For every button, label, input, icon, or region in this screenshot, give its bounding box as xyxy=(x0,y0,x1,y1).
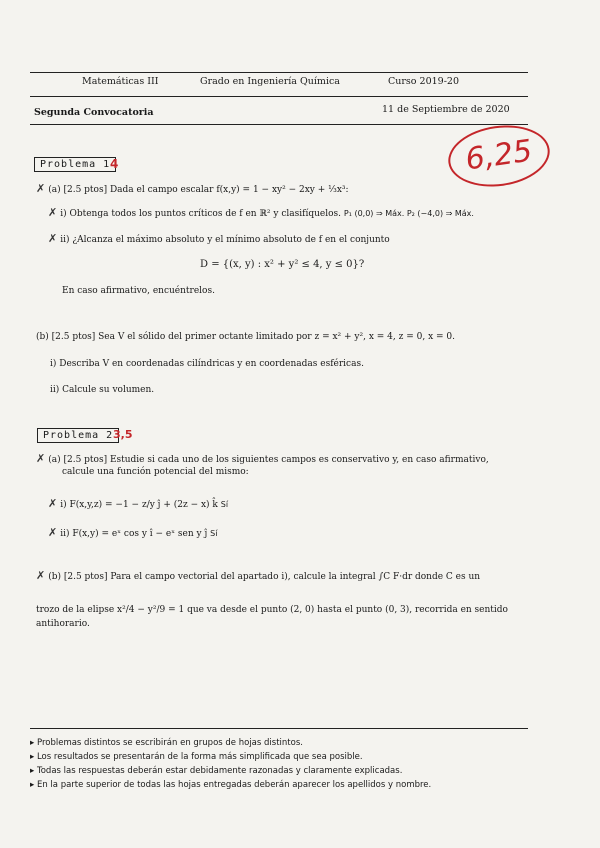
footer-note-text: En la parte superior de todas las hojas entregadas deberán aparecer los apellidos y nombre. xyxy=(36,780,432,790)
problem1-a-ii-text: ii) ¿Alcanza el máximo absoluto y el mínimo absoluto de f en el conjunto xyxy=(60,235,390,245)
check-mark-icon: ✗ xyxy=(48,206,58,219)
problem2-a-ii xyxy=(48,527,217,540)
footer-rule xyxy=(30,728,528,729)
footer-note: ▸ En la parte superior de todas las hojas entregadas deberán aparecer los apellidos y nombre. xyxy=(30,780,432,790)
check-mark-icon: ✗ xyxy=(48,526,58,539)
footer-note-text: Problemas distintos se escribirán en grupos de hojas distintos. xyxy=(36,738,303,748)
problem2-a-ii-text: ii) F(x,y) = eˣ cos y î − eˣ sen y ĵ xyxy=(60,529,208,539)
problem1-a-ii-set: D = {(x, y) : x² + y² ≤ 4, y ≤ 0}? xyxy=(200,259,365,270)
problem2-a-i-text: i) F(x,y,z) = −1 − z/y ĵ + (2z − x) k̂ xyxy=(60,500,218,510)
problem1-b-ii: ii) Calcule su volumen. xyxy=(50,385,155,395)
problem2-a-i xyxy=(48,498,228,511)
problem2-b-intro2: trozo de la elipse x²/4 − y²/9 = 1 que va desde el punto (2, 0) hasta el punto (0, 3), recorrida en sentido xyxy=(36,605,508,615)
grade-value: 6,25 xyxy=(463,133,535,178)
problem1-a-ii xyxy=(48,233,390,246)
header-top-rule xyxy=(30,72,528,73)
problem2-b-intro xyxy=(36,570,480,583)
footer-note: ▸ Problemas distintos se escribirán en grupos de hojas distintos. xyxy=(30,738,303,748)
problem1-a-i xyxy=(48,207,474,220)
problem1-a-i-note: P₁ (0,0) ⇒ Máx. P₂ (−4,0) ⇒ Máx. xyxy=(343,209,474,218)
problem1-a-intro xyxy=(36,183,349,196)
problem2-a-intro-text: (a) [2.5 ptos] Estudie si cada uno de los siguientes campos es conservativo y, en caso afirmativo, xyxy=(48,455,489,465)
problem2-score-mark: 3,5 xyxy=(113,428,133,441)
problem2-a-i-note: Sí xyxy=(220,500,229,509)
problem2-a-intro2: calcule una función potencial del mismo: xyxy=(62,467,249,477)
problem1-title: Problema 1 xyxy=(34,157,116,172)
problem1-a-intro-text: (a) [2.5 ptos] Dada el campo escalar f(x,y) = 1 − xy² − 2xy + ⅓x³: xyxy=(48,185,349,195)
check-mark-icon: ✗ xyxy=(48,232,58,245)
header-subject: Matemáticas III xyxy=(82,76,159,87)
problem2-a-intro xyxy=(36,453,489,466)
problem1-score-mark: 4 xyxy=(110,157,119,171)
footer-note: ▸ Todas las respuestas deberán estar debidamente razonadas y claramente explicadas. xyxy=(30,766,403,776)
header-degree: Grado en Ingeniería Química xyxy=(200,76,340,87)
problem2-b-intro3: antihorario. xyxy=(36,619,90,629)
check-mark-icon: ✗ xyxy=(36,182,46,195)
header-course: Curso 2019-20 xyxy=(388,76,460,87)
check-mark-icon: ✗ xyxy=(36,452,46,465)
problem1-a-ii-tail: En caso afirmativo, encuéntrelos. xyxy=(62,286,215,296)
problem1-b-i: i) Describa V en coordenadas cilíndricas y en coordenadas esféricas. xyxy=(50,359,364,369)
footer-note-text: Todas las respuestas deberán estar debidamente razonadas y claramente explicadas. xyxy=(36,766,403,776)
problem1-b-intro: (b) [2.5 ptos] Sea V el sólido del primer octante limitado por z = x² + y², x = 4, z = 0, x = 0. xyxy=(36,332,455,342)
problem2-b-intro-text: (b) [2.5 ptos] Para el campo vectorial del apartado i), calcule la integral ∫C F·dr donde C es un xyxy=(48,572,481,582)
footer-note-text: Los resultados se presentarán de la forma más simplificada que sea posible. xyxy=(36,752,363,762)
problem2-a-ii-note: Sí xyxy=(210,529,218,538)
header-bottom-rule xyxy=(30,124,528,125)
header-date: 11 de Septiembre de 2020 xyxy=(382,104,510,115)
header-mid-rule xyxy=(30,96,528,97)
check-mark-icon: ✗ xyxy=(36,569,46,582)
problem1-a-i-text: i) Obtenga todos los puntos críticos de f en ℝ² y clasifíquelos. xyxy=(60,209,341,219)
problem2-title: Problema 2 xyxy=(37,428,119,443)
header-exam: Segunda Convocatoria xyxy=(34,107,154,118)
check-mark-icon: ✗ xyxy=(48,497,58,510)
handwritten-grade xyxy=(444,119,553,193)
footer-note: ▸ Los resultados se presentarán de la forma más simplificada que sea posible. xyxy=(30,752,363,762)
